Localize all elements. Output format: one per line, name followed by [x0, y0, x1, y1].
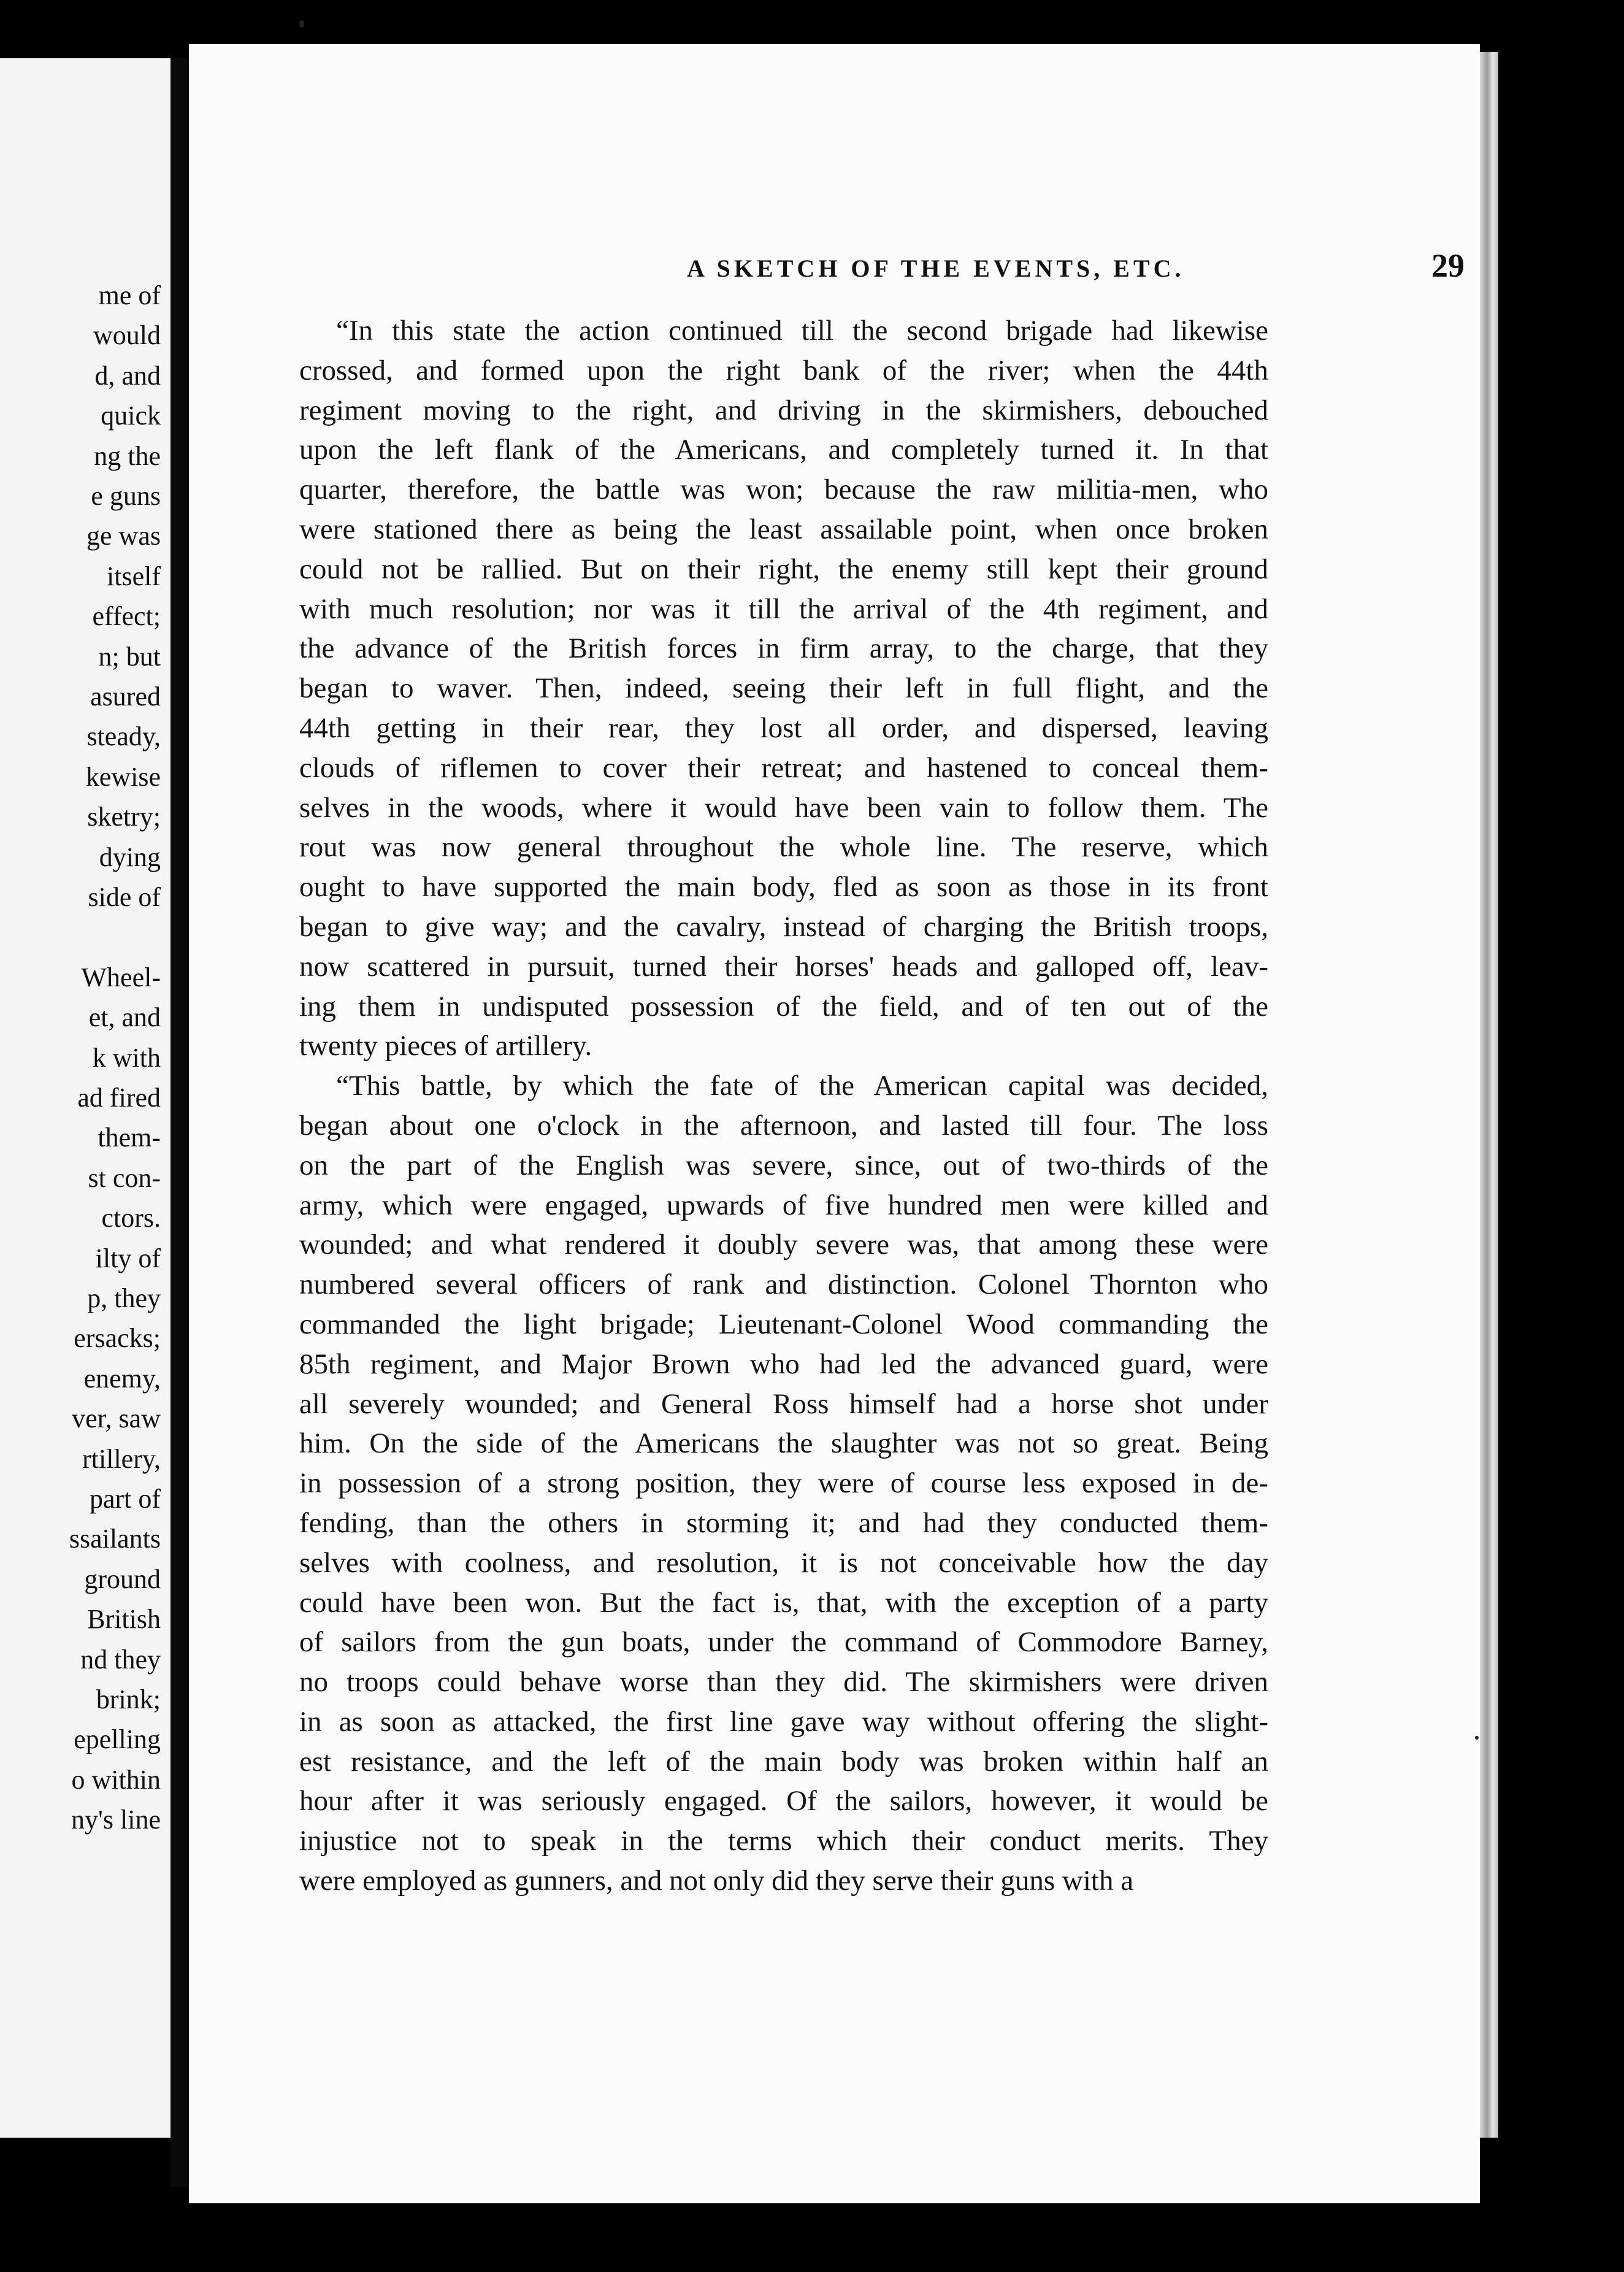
text-line: crossed, and formed upon the right bank of the river; when the 44th: [299, 354, 1268, 386]
text-line: now scattered in pursuit, turned their horses' heads and galloped off, leav-: [299, 950, 1268, 983]
text-line: no troops could behave worse than they did. The skirmishers were driven: [299, 1666, 1268, 1698]
left-page-line: me of: [98, 280, 161, 310]
text-line: could not be rallied. But on their right, the enemy still kept their ground: [299, 553, 1268, 585]
left-page-line: itself: [107, 561, 161, 591]
text-line: numbered several officers of rank and distinction. Colonel Thornton who: [299, 1268, 1268, 1301]
text-line: ing them in undisputed possession of the field, and of ten out of the: [299, 990, 1268, 1023]
text-line: clouds of riflemen to cover their retreat; and hastened to conceal them-: [299, 751, 1268, 784]
text-line: 85th regiment, and Major Brown who had led the advanced guard, were: [299, 1348, 1268, 1380]
text-line: him. On the side of the Americans the slaughter was not so great. Being: [299, 1427, 1268, 1460]
text-line: of sailors from the gun boats, under the command of Commodore Barney,: [299, 1626, 1268, 1659]
left-page-line: epelling: [74, 1724, 161, 1755]
text-line: all severely wounded; and General Ross himself had a horse shot under: [299, 1387, 1268, 1420]
left-page-line: et, and: [88, 1002, 161, 1033]
left-page-line: o within: [71, 1764, 161, 1795]
left-page-line: ground: [84, 1564, 161, 1594]
text-line: hour after it was seriously engaged. Of the sailors, however, it would be: [299, 1785, 1268, 1817]
left-page-line: enemy,: [83, 1363, 161, 1394]
left-page-line: ge was: [86, 521, 161, 551]
left-page-line: ng the: [94, 440, 161, 471]
main-page: [189, 44, 1480, 2203]
left-page-line: ctors.: [101, 1203, 161, 1234]
text-line: in as soon as attacked, the first line gave way without offering the slight-: [299, 1705, 1268, 1738]
text-line: were employed as gunners, and not only did they serve their guns with a: [299, 1865, 1134, 1897]
left-page-line: brink;: [96, 1684, 161, 1714]
text-line: est resistance, and the left of the main body was broken within half an: [299, 1745, 1268, 1778]
left-page-line: st con-: [88, 1162, 161, 1193]
left-page-line: n; but: [98, 641, 161, 672]
text-line: injustice not to speak in the terms which their conduct merits. They: [299, 1825, 1268, 1857]
running-head-title: A SKETCH OF THE EVENTS, ETC.: [687, 255, 1185, 282]
book-gutter: [170, 58, 189, 2187]
left-page-line: quick: [101, 401, 161, 431]
left-page-line: them-: [98, 1123, 161, 1153]
left-page-line: ilty of: [95, 1243, 161, 1273]
text-line: “In this state the action continued till the second brigade had likewise: [336, 315, 1268, 347]
left-page-line: nd they: [80, 1644, 161, 1675]
scan-speck: [1475, 1736, 1479, 1740]
left-page-line: e guns: [91, 481, 161, 511]
left-page-line: k with: [92, 1042, 161, 1073]
text-line: regiment moving to the right, and driving in the skirmishers, debouched: [299, 394, 1268, 426]
text-line: began to give way; and the cavalry, instead of charging the British troops,: [299, 910, 1268, 943]
left-page-line: side of: [88, 882, 161, 912]
left-page-line: ny's line: [71, 1805, 161, 1835]
text-line: twenty pieces of artillery.: [299, 1030, 592, 1062]
left-page-line: p, they: [87, 1283, 161, 1313]
left-page-line: sketry;: [87, 802, 161, 832]
left-page-line: dying: [99, 842, 161, 872]
scan-speck: [299, 20, 304, 28]
left-page-line: British: [87, 1604, 161, 1635]
text-line: on the part of the English was severe, since, out of two-thirds of the: [299, 1149, 1268, 1181]
text-line: began to waver. Then, indeed, seeing their left in full flight, and the: [299, 672, 1268, 705]
text-line: were stationed there as being the least assailable point, when once broken: [299, 513, 1268, 545]
left-page-line: kewise: [85, 761, 161, 792]
text-line: selves in the woods, where it would have been vain to follow them. The: [299, 791, 1268, 824]
text-line: the advance of the British forces in firm array, to the charge, that they: [299, 632, 1268, 665]
left-page-line: ver, saw: [72, 1403, 161, 1434]
scan-margin: [1498, 52, 1624, 2272]
text-line: with much resolution; nor was it till the arrival of the 4th regiment, and: [299, 593, 1268, 625]
text-line: rout was now general throughout the whole line. The reserve, which: [299, 831, 1268, 864]
running-head: [508, 247, 1480, 290]
body-text: [299, 311, 1268, 1901]
text-line: army, which were engaged, upwards of five hundred men were killed and: [299, 1189, 1268, 1221]
text-line: began about one o'clock in the afternoon, and lasted till four. The loss: [299, 1109, 1268, 1142]
left-page-line: ssailants: [69, 1524, 161, 1554]
text-line: “This battle, by which the fate of the American capital was decided,: [336, 1070, 1268, 1102]
left-page-fragment: [0, 58, 170, 2138]
left-page-line: d, and: [94, 360, 161, 391]
text-line: quarter, therefore, the battle was won; because the raw militia-men, who: [299, 474, 1268, 506]
text-line: in possession of a strong position, they were of course less exposed in de-: [299, 1467, 1268, 1500]
text-line: selves with coolness, and resolution, it is not conceivable how the day: [299, 1546, 1268, 1579]
text-line: fending, than the others in storming it; and had they conducted them-: [299, 1506, 1268, 1539]
left-page-line: effect;: [92, 601, 161, 632]
left-page-line: ersacks;: [74, 1323, 161, 1354]
left-page-line: Wheel-: [81, 962, 161, 992]
left-page-line: part of: [89, 1484, 161, 1514]
left-page-line: ad fired: [77, 1083, 161, 1113]
text-line: could have been won. But the fact is, that, with the exception of a party: [299, 1586, 1268, 1619]
text-line: upon the left flank of the Americans, and completely turned it. In that: [299, 434, 1268, 466]
left-page-line: asured: [90, 681, 161, 712]
text-line: commanded the light brigade; Lieutenant-Colonel Wood commanding the: [299, 1308, 1268, 1340]
left-page-line: would: [93, 320, 161, 351]
text-line: wounded; and what rendered it doubly severe was, that among these were: [299, 1229, 1268, 1261]
text-line: 44th getting in their rear, they lost all order, and dispersed, leaving: [299, 712, 1268, 744]
text-line: ought to have supported the main body, fled as soon as those in its front: [299, 871, 1268, 904]
left-page-line: rtillery,: [82, 1443, 161, 1474]
left-page-line: steady,: [86, 721, 161, 752]
page-edge: [1480, 52, 1498, 2138]
page-number: 29: [1431, 247, 1465, 284]
